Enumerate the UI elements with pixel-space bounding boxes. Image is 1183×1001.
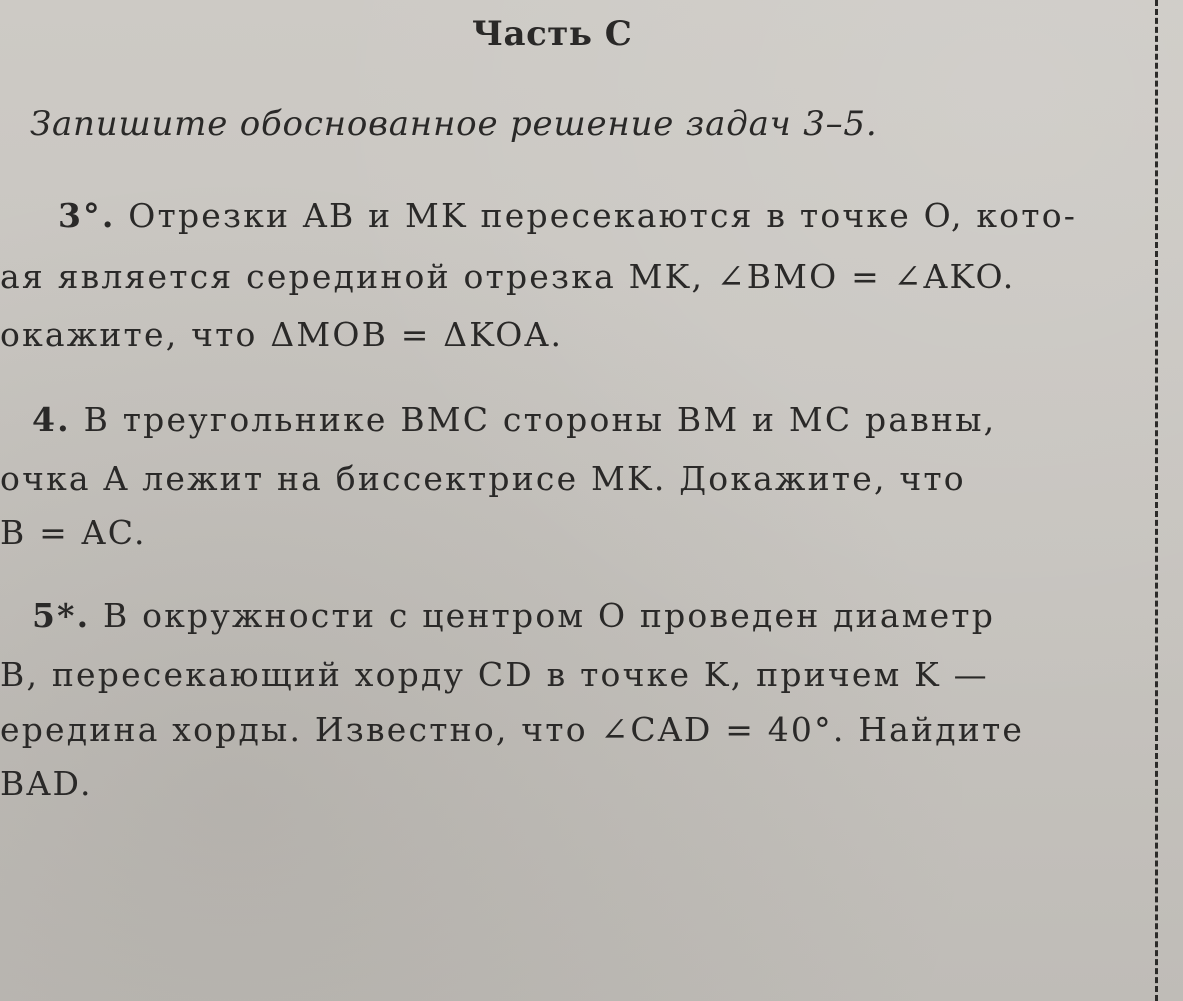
problem-5-line-1 [32,596,995,635]
problem-3-line-1 [58,196,1077,235]
problem-5-text-line-2: B, пересекающий хорду CD в точке K, причем K — [0,655,989,694]
problem-4-line-1 [32,400,996,439]
problem-4-number: 4. [32,400,71,439]
problem-3-text-line-2: ая является серединой отрезка MK, ∠BMO = ∠AKO. [0,257,1016,296]
problem-5-number: 5*. [32,596,91,635]
problem-5-text-line-3: ередина хорды. Известно, что ∠CAD = 40°. Найдите [0,710,1025,749]
problem-5-text-line-1: В окружности с центром O проведен диаметр [103,596,996,635]
problem-4-text-line-2: очка A лежит на биссектрисе MK. Докажите, что [0,459,966,498]
page-title: Часть С [472,14,633,54]
problem-3-text-line-3: окажите, что ΔMOB = ΔKOA. [0,315,564,354]
problem-3-text-line-1: Отрезки AB и MK пересекаются в точке O, кото- [128,196,1078,235]
problem-4-text-line-3: B = AC. [0,513,147,552]
dashed-cut-line [1155,0,1158,1001]
problem-4-text-line-1: В треугольнике BMC стороны BM и MC равны, [83,400,997,439]
problem-5-text-line-4: BAD. [0,764,93,803]
instruction-text: Запишите обоснованное решение задач 3–5. [30,104,878,144]
problem-3-number: 3°. [58,196,116,235]
